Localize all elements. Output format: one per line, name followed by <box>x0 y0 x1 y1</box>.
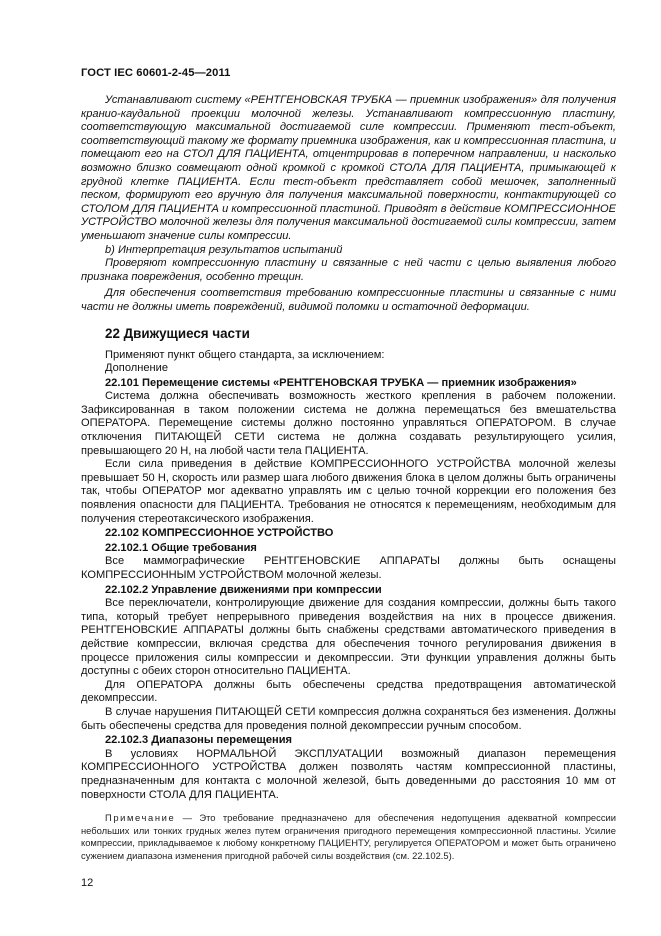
section-22-102-heading: 22.102 КОМПРЕССИОННОЕ УСТРОЙСТВО <box>105 527 334 540</box>
results-interpretation-heading: b) Интерпретация результатов испытаний <box>105 243 343 256</box>
section-22-102-3-paragraph: В условиях НОРМАЛЬНОЙ ЭКСПЛУАТАЦИИ возможный диапазон перемещения КОМПРЕССИОННОГО УСТРОЙСТВА должен позволять частям компрессионной пластины, предназначенным для контакта с молочной железой, быть доведенными до расстояния 10 мм от поверхности СТОЛА ДЛЯ ПАЦИЕНТА. <box>81 747 616 801</box>
section-22-101-paragraph-2: Если сила приведения в действие КОМПРЕССИОННОГО УСТРОЙСТВА молочной железы превышает 50 Н, скорость или размер шага любого движения блока в целом должны быть ограничены так, чтобы ОПЕРАТОР мог адекватно управлять им с целью точной коррекции его положения без появления опасности для ПАЦИЕНТА. Требования не относятся к перемещениям, необходимым для получения стереотаксического изображения. <box>81 458 616 525</box>
section-22-102-3-heading: 22.102.3 Диапазоны перемещения <box>105 734 293 747</box>
section-22-102-2-paragraph-1: Все переключатели, контролирующие движение для создания компрессии, должны быть такого типа, который требует непрерывного приведения воздействия на них в процессе движения. РЕНТГЕНОВСКИЕ АППАРАТЫ должны быть снабжены средствами автоматического приведения в действие компрессии, включая средства для обеспечения точного регулирования движения в процессе приложения силы компрессии и декомпрессии. Эти функции управления должны быть доступны с обеих сторон относительно ПАЦИЕНТА. <box>81 597 616 678</box>
page-content <box>81 94 616 862</box>
section-22-101-heading: 22.101 Перемещение системы «РЕНТГЕНОВСКАЯ ТРУБКА — приемник изображения» <box>105 376 577 389</box>
section-22-addition: Дополнение <box>105 362 169 375</box>
note-block <box>81 812 616 862</box>
inspection-paragraph: Проверяют компрессионную пластину и связанные с ней части с целью выявления любого признака повреждения, особенно трещин. <box>81 257 616 283</box>
test-procedure-paragraph: Устанавливают систему «РЕНТГЕНОВСКАЯ ТРУБКА — приемник изображения» для получения кранио-каудальной проекции молочной железы. Устанавливают компрессионную пластину, соответствующую максимальной достигаемой силе компрессии. Применяют тест-объект, соответствующий такому же формату приемника изображения, как и компрессионная пластина, и помещают его на СТОЛ ДЛЯ ПАЦИЕНТА, отцентрировав в поперечном направлении, и насколько возможно близко совмещают одной кромкой с кромкой СТОЛА ДЛЯ ПАЦИЕНТА, примыкающей к грудной клетке ПАЦИЕНТА. Если тест-объект представляет собой мешочек, заполненный песком, формируют его вручную для получения максимальной поверхности, контактирующей со СТОЛОМ ДЛЯ ПАЦИЕНТА и компрессионной пластиной. Приводят в действие КОМПРЕССИОННОЕ УСТРОЙСТВО молочной железы для получения максимальной достигаемой силы компрессии, затем уменьшают значение силы компрессии. <box>81 94 616 242</box>
section-22-102-1-heading: 22.102.1 Общие требования <box>105 541 257 554</box>
section-22-heading: 22 Движущиеся части <box>105 325 250 341</box>
section-22-102-2-paragraph-2: Для ОПЕРАТОРА должны быть обеспечены средства предотвращения автоматической декомпрессии. <box>81 678 616 705</box>
standard-code-header: ГОСТ IEC 60601-2-45—2011 <box>81 67 231 79</box>
compliance-paragraph: Для обеспечения соответствия требованию компрессионные пластины и связанные с ними части не должны иметь повреждений, видимой поломки и остаточной деформации. <box>81 287 616 313</box>
section-22-102-2-heading: 22.102.2 Управление движениями при компрессии <box>105 583 382 596</box>
section-22-intro: Применяют пункт общего стандарта, за исключением: <box>105 348 385 361</box>
section-22-102-2-paragraph-3: В случае нарушения ПИТАЮЩЕЙ СЕТИ компрессия должна сохраняться без изменения. Должны быть обеспечены средства для проведения полной декомпрессии ручным способом. <box>81 705 616 732</box>
note-label: Примечание <box>105 812 176 824</box>
note-text: — Это требование предназначено для обеспечения недопущения адекватной компрессии небольших или тонких грудных желез путем ограничения пригодного перемещения компрессионной пластины. Усилие компрессии, прикладываемое к любому конкретному ПАЦИЕНТУ, регулируется ОПЕРАТОРОМ и может быть ограничено сужением диапазона изменения пригодной рабочей силы воздействия (см. 22.102.5). <box>81 812 616 861</box>
section-22-102-1-paragraph: Все маммографические РЕНТГЕНОВСКИЕ АППАРАТЫ должны быть оснащены КОМПРЕССИОННЫМ УСТРОЙСТВОМ молочной железы. <box>81 555 616 581</box>
page-number: 12 <box>81 877 94 889</box>
section-22-101-paragraph-1: Система должна обеспечивать возможность жесткого крепления в рабочем положении. Зафиксированная в таком положении система не должна перемещаться без вмешательства ОПЕРАТОРА. Перемещение системы должно постоянно управляться ОПЕРАТОРОМ. В случае отключения ПИТАЮЩЕЙ СЕТИ система не должна создавать результирующего усилия, превышающего 20 Н, на любой части тела ПАЦИЕНТА. <box>81 390 616 457</box>
